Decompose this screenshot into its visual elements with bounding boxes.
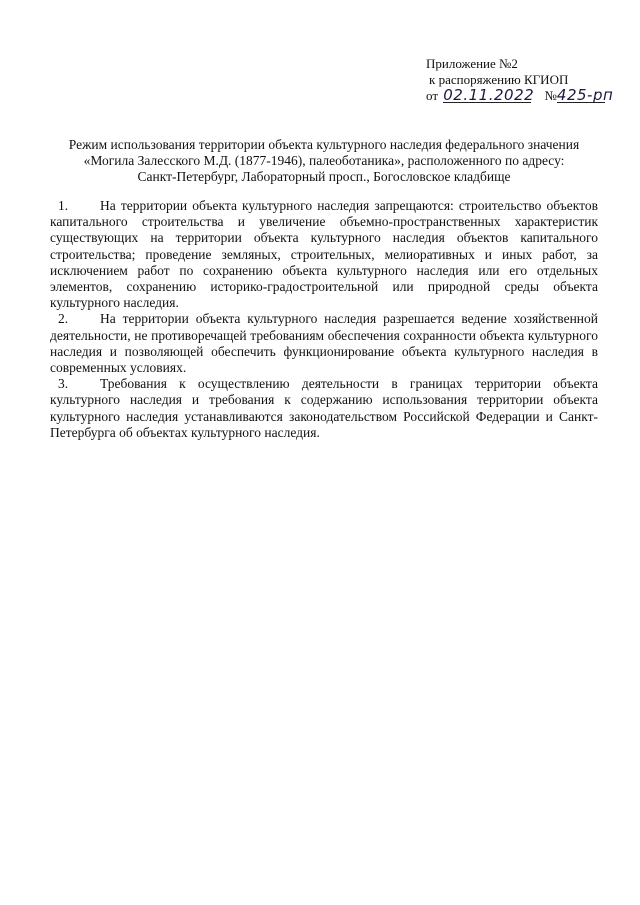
paragraph-1 — [50, 198, 598, 311]
paragraph-3 — [50, 376, 598, 441]
order-reference: к распоряжению КГИОП — [429, 72, 569, 87]
order-date-number — [426, 88, 626, 104]
paragraph-number: 2. — [58, 311, 69, 327]
title-line-3: Санкт-Петербург, Лабораторный просп., Богословское кладбище — [137, 169, 511, 184]
title-line-1: Режим использования территории объекта культурного наследия федерального значения — [68, 137, 580, 152]
appendix-header — [426, 56, 626, 104]
paragraph-2 — [50, 311, 598, 376]
number-prefix: № — [544, 88, 557, 103]
paragraph-number: 3. — [58, 376, 69, 392]
appendix-label: Приложение №2 — [426, 56, 518, 71]
handwritten-date: 02.11.2022 — [443, 86, 535, 104]
paragraph-text: На территории объекта культурного наследия разрешается ведение хозяйственной деятельности, не противоречащей требованиям обеспечения сохранности объекта культурного наследия и позволяющей обеспечить функционирование объекта культурного наследия в современных условиях. — [50, 311, 598, 376]
date-prefix: от — [426, 88, 439, 103]
paragraph-text: Требования к осуществлению деятельности в границах территории объекта культурного наследия и требования к содержанию использования территории объекта культурного наследия устанавливаются законодательством Российской Федерации и Санкт-Петербурга об объектах культурного наследия. — [50, 376, 598, 440]
handwritten-number: 425-рп — [556, 86, 614, 104]
document-title — [50, 137, 598, 185]
paragraph-text: На территории объекта культурного наследия запрещаются: строительство объектов капитального строительства и увеличение объемно-пространственных характеристик существующих на территории объекта культурного наследия объектов капитального строительства; проведение земляных, строительных, мелиоративных и иных работ, за исключением работ по сохранению объекта культурного наследия или его отдельных элементов, сохранению историко-градостроительной или природной среды объекта культурного наследия. — [50, 198, 598, 311]
document-body — [50, 198, 598, 441]
paragraph-number: 1. — [58, 198, 69, 213]
title-line-2: «Могила Залесского М.Д. (1877-1946), палеоботаника», расположенного по адресу: — [83, 153, 565, 168]
